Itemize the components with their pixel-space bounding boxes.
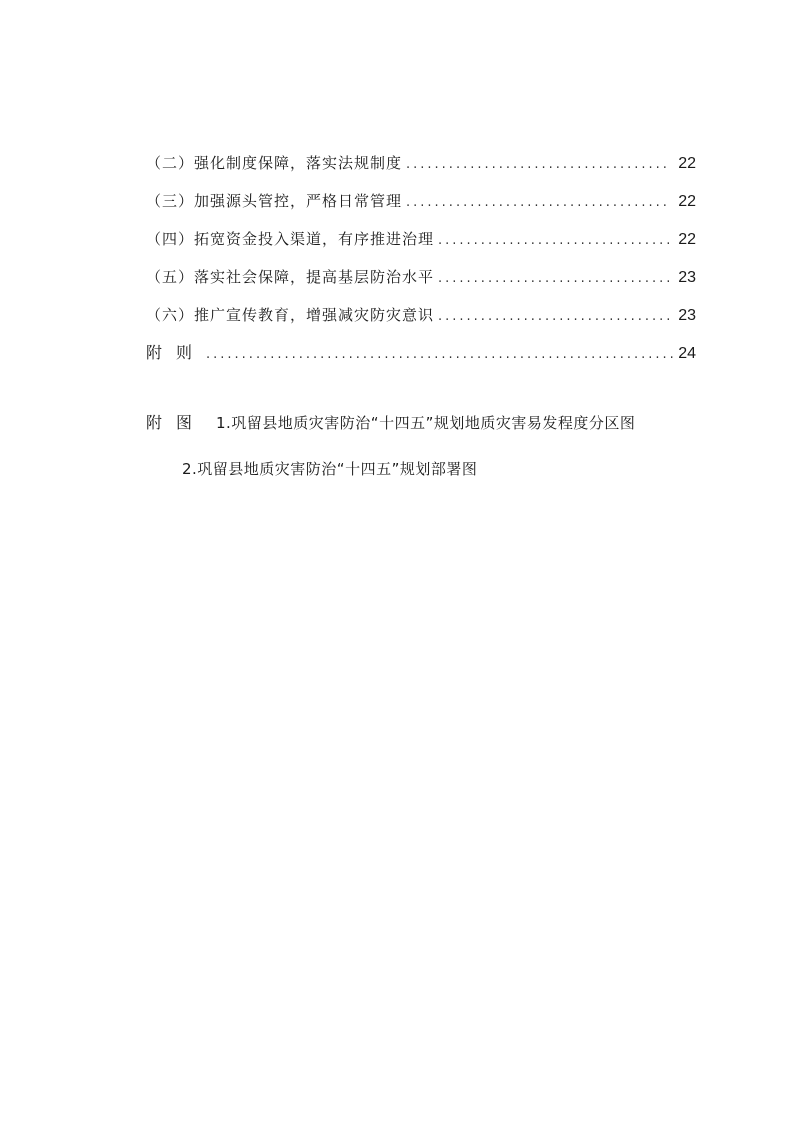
appendix-label: 附图 (146, 413, 207, 432)
toc-dot-leader (406, 190, 670, 216)
toc-entry-title: （四）拓宽资金投入渠道，有序推进治理 (146, 230, 435, 248)
toc-page-number: 22 (678, 231, 696, 248)
toc-dot-leader (438, 304, 670, 330)
toc-dot-leader (438, 266, 670, 292)
toc-dot-leader (406, 152, 670, 178)
toc-entry[interactable] (146, 188, 696, 226)
toc-dot-leader (438, 228, 670, 254)
table-of-contents (146, 150, 696, 378)
appendix-figure-title: 1.巩留县地质灾害防治“十四五”规划地质灾害易发程度分区图 (216, 414, 636, 432)
toc-entry-title: （二）强化制度保障，落实法规制度 (146, 154, 403, 172)
toc-entry[interactable] (146, 264, 696, 302)
toc-page-number: 22 (678, 193, 696, 210)
toc-dot-leader (206, 342, 676, 368)
toc-entry[interactable] (146, 150, 696, 188)
toc-page-number: 23 (678, 269, 696, 286)
toc-entry[interactable] (146, 302, 696, 340)
toc-entry-appendix-rules[interactable] (146, 340, 696, 378)
toc-entry-title: （五）落实社会保障，提高基层防治水平 (146, 268, 435, 286)
toc-entry-title: （六）推广宣传教育，增强减灾防灾意识 (146, 306, 435, 324)
toc-page-number: 23 (678, 307, 696, 324)
appendix-figures (146, 410, 706, 502)
toc-entry-title: 附则 (146, 343, 207, 362)
appendix-figure-entry[interactable] (146, 456, 706, 502)
appendix-figure-title: 2.巩留县地质灾害防治“十四五”规划部署图 (182, 460, 478, 478)
toc-entry-title: （三）加强源头管控，严格日常管理 (146, 192, 403, 210)
toc-entry[interactable] (146, 226, 696, 264)
toc-page-number: 22 (678, 155, 696, 172)
appendix-figure-entry[interactable] (146, 410, 706, 456)
toc-page-number: 24 (678, 345, 696, 362)
